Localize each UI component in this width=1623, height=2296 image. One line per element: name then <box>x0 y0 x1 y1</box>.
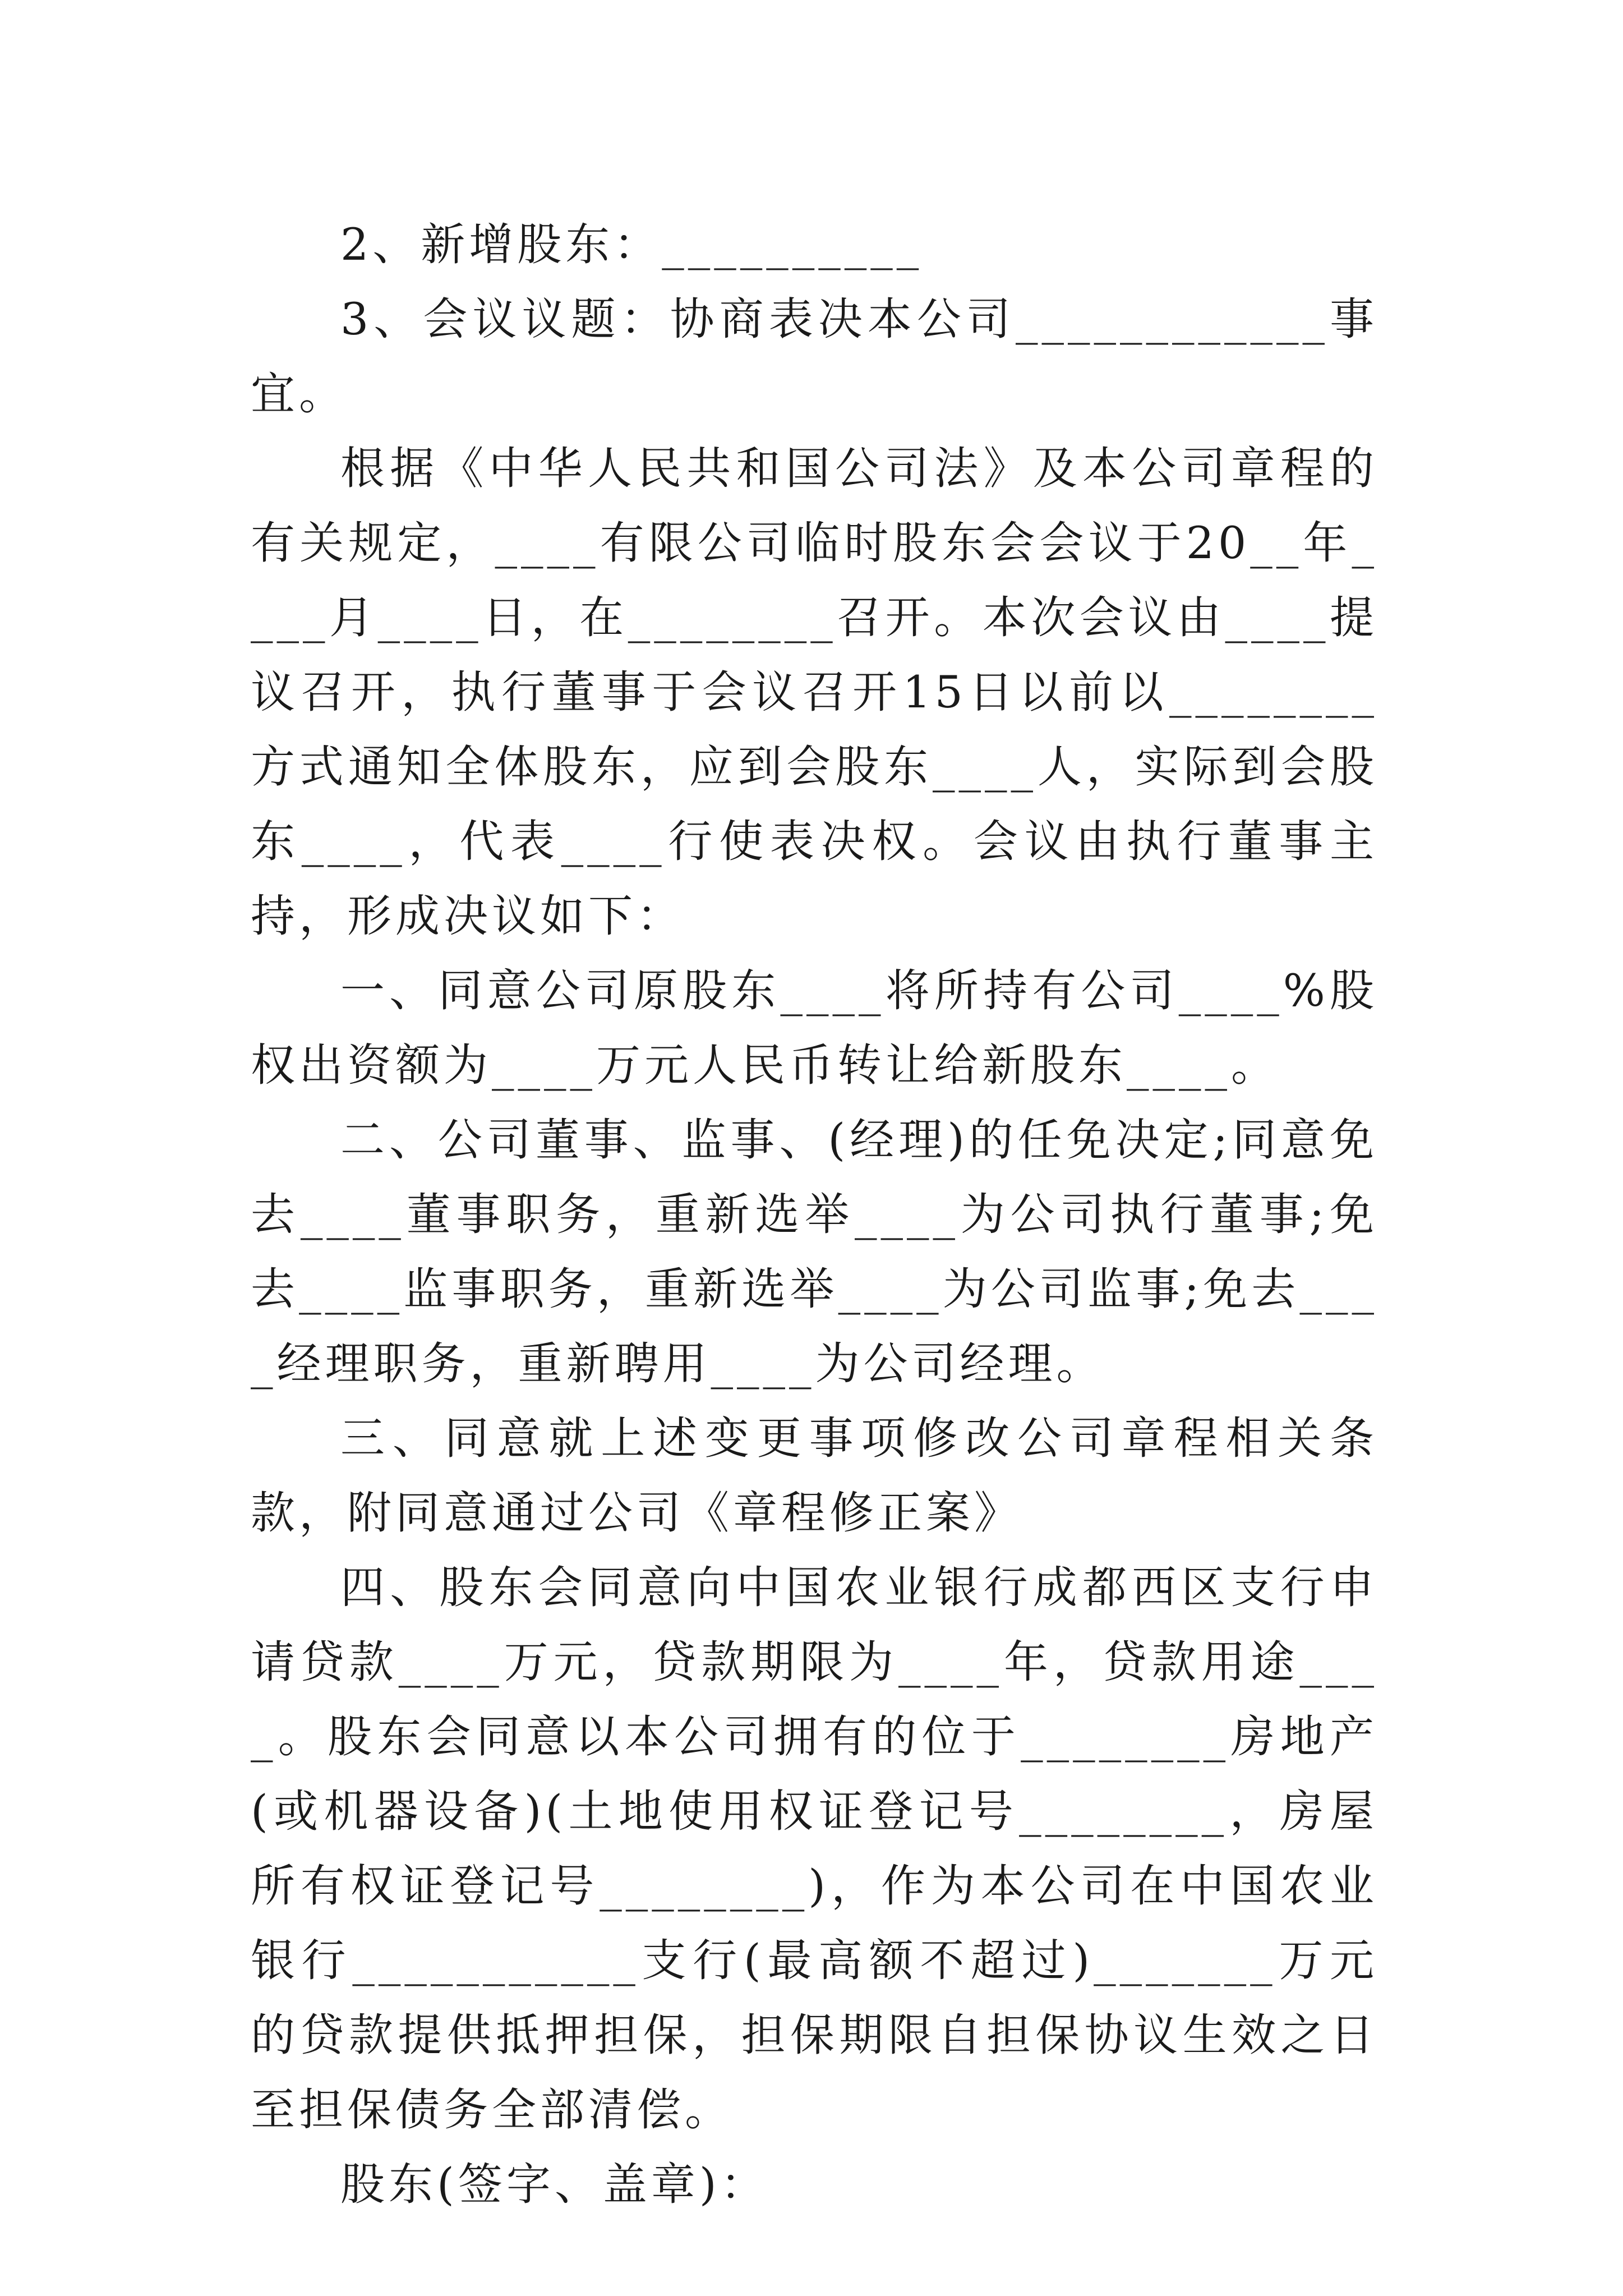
resolution-2-paragraph: 二、公司董事、监事、(经理)的任免决定;同意免去____董事职务，重新选举____为公司执行董事;免去____监事职务，重新选举____为公司监事;免去____经理职务，重新聘用____为公司经理。 <box>251 1114 1378 1389</box>
signature-line: 股东(签字、盖章)： <box>340 2159 769 2210</box>
document-body <box>251 208 1378 2222</box>
new-shareholder-line: 2、新增股东：__________ <box>340 219 923 270</box>
resolution-1-paragraph: 一、同意公司原股东____将所持有公司____%股权出资额为____万元人民币转让给新股东____。 <box>251 965 1378 1091</box>
resolution-4-paragraph: 四、股东会同意向中国农业银行成都西区支行申请贷款____万元，贷款期限为____年，贷款用途____。股东会同意以本公司拥有的位于________房地产(或机器设备)(土地使用权证登记号________，房屋所有权证登记号________)，作为本公司在中国农业银行___________支行(最高额不超过)_______万元的贷款提供抵押担保，担保期限自担保协议生效之日至担保债务全部清偿。 <box>251 1562 1378 2136</box>
resolution-3-paragraph: 三、同意就上述变更事项修改公司章程相关条款，附同意通过公司《章程修正案》 <box>251 1412 1378 1539</box>
meeting-topic-line: 3、会议议题：协商表决本公司____________事宜。 <box>251 293 1378 420</box>
basis-paragraph: 根据《中华人民共和国公司法》及本公司章程的有关规定，____有限公司临时股东会会议于20__年____月____日，在________召开。本次会议由____提议召开，执行董事于会议召开15日以前以________方式通知全体股东，应到会股东____人，实际到会股东____，代表____行使表决权。会议由执行董事主持，形成决议如下： <box>251 443 1378 942</box>
